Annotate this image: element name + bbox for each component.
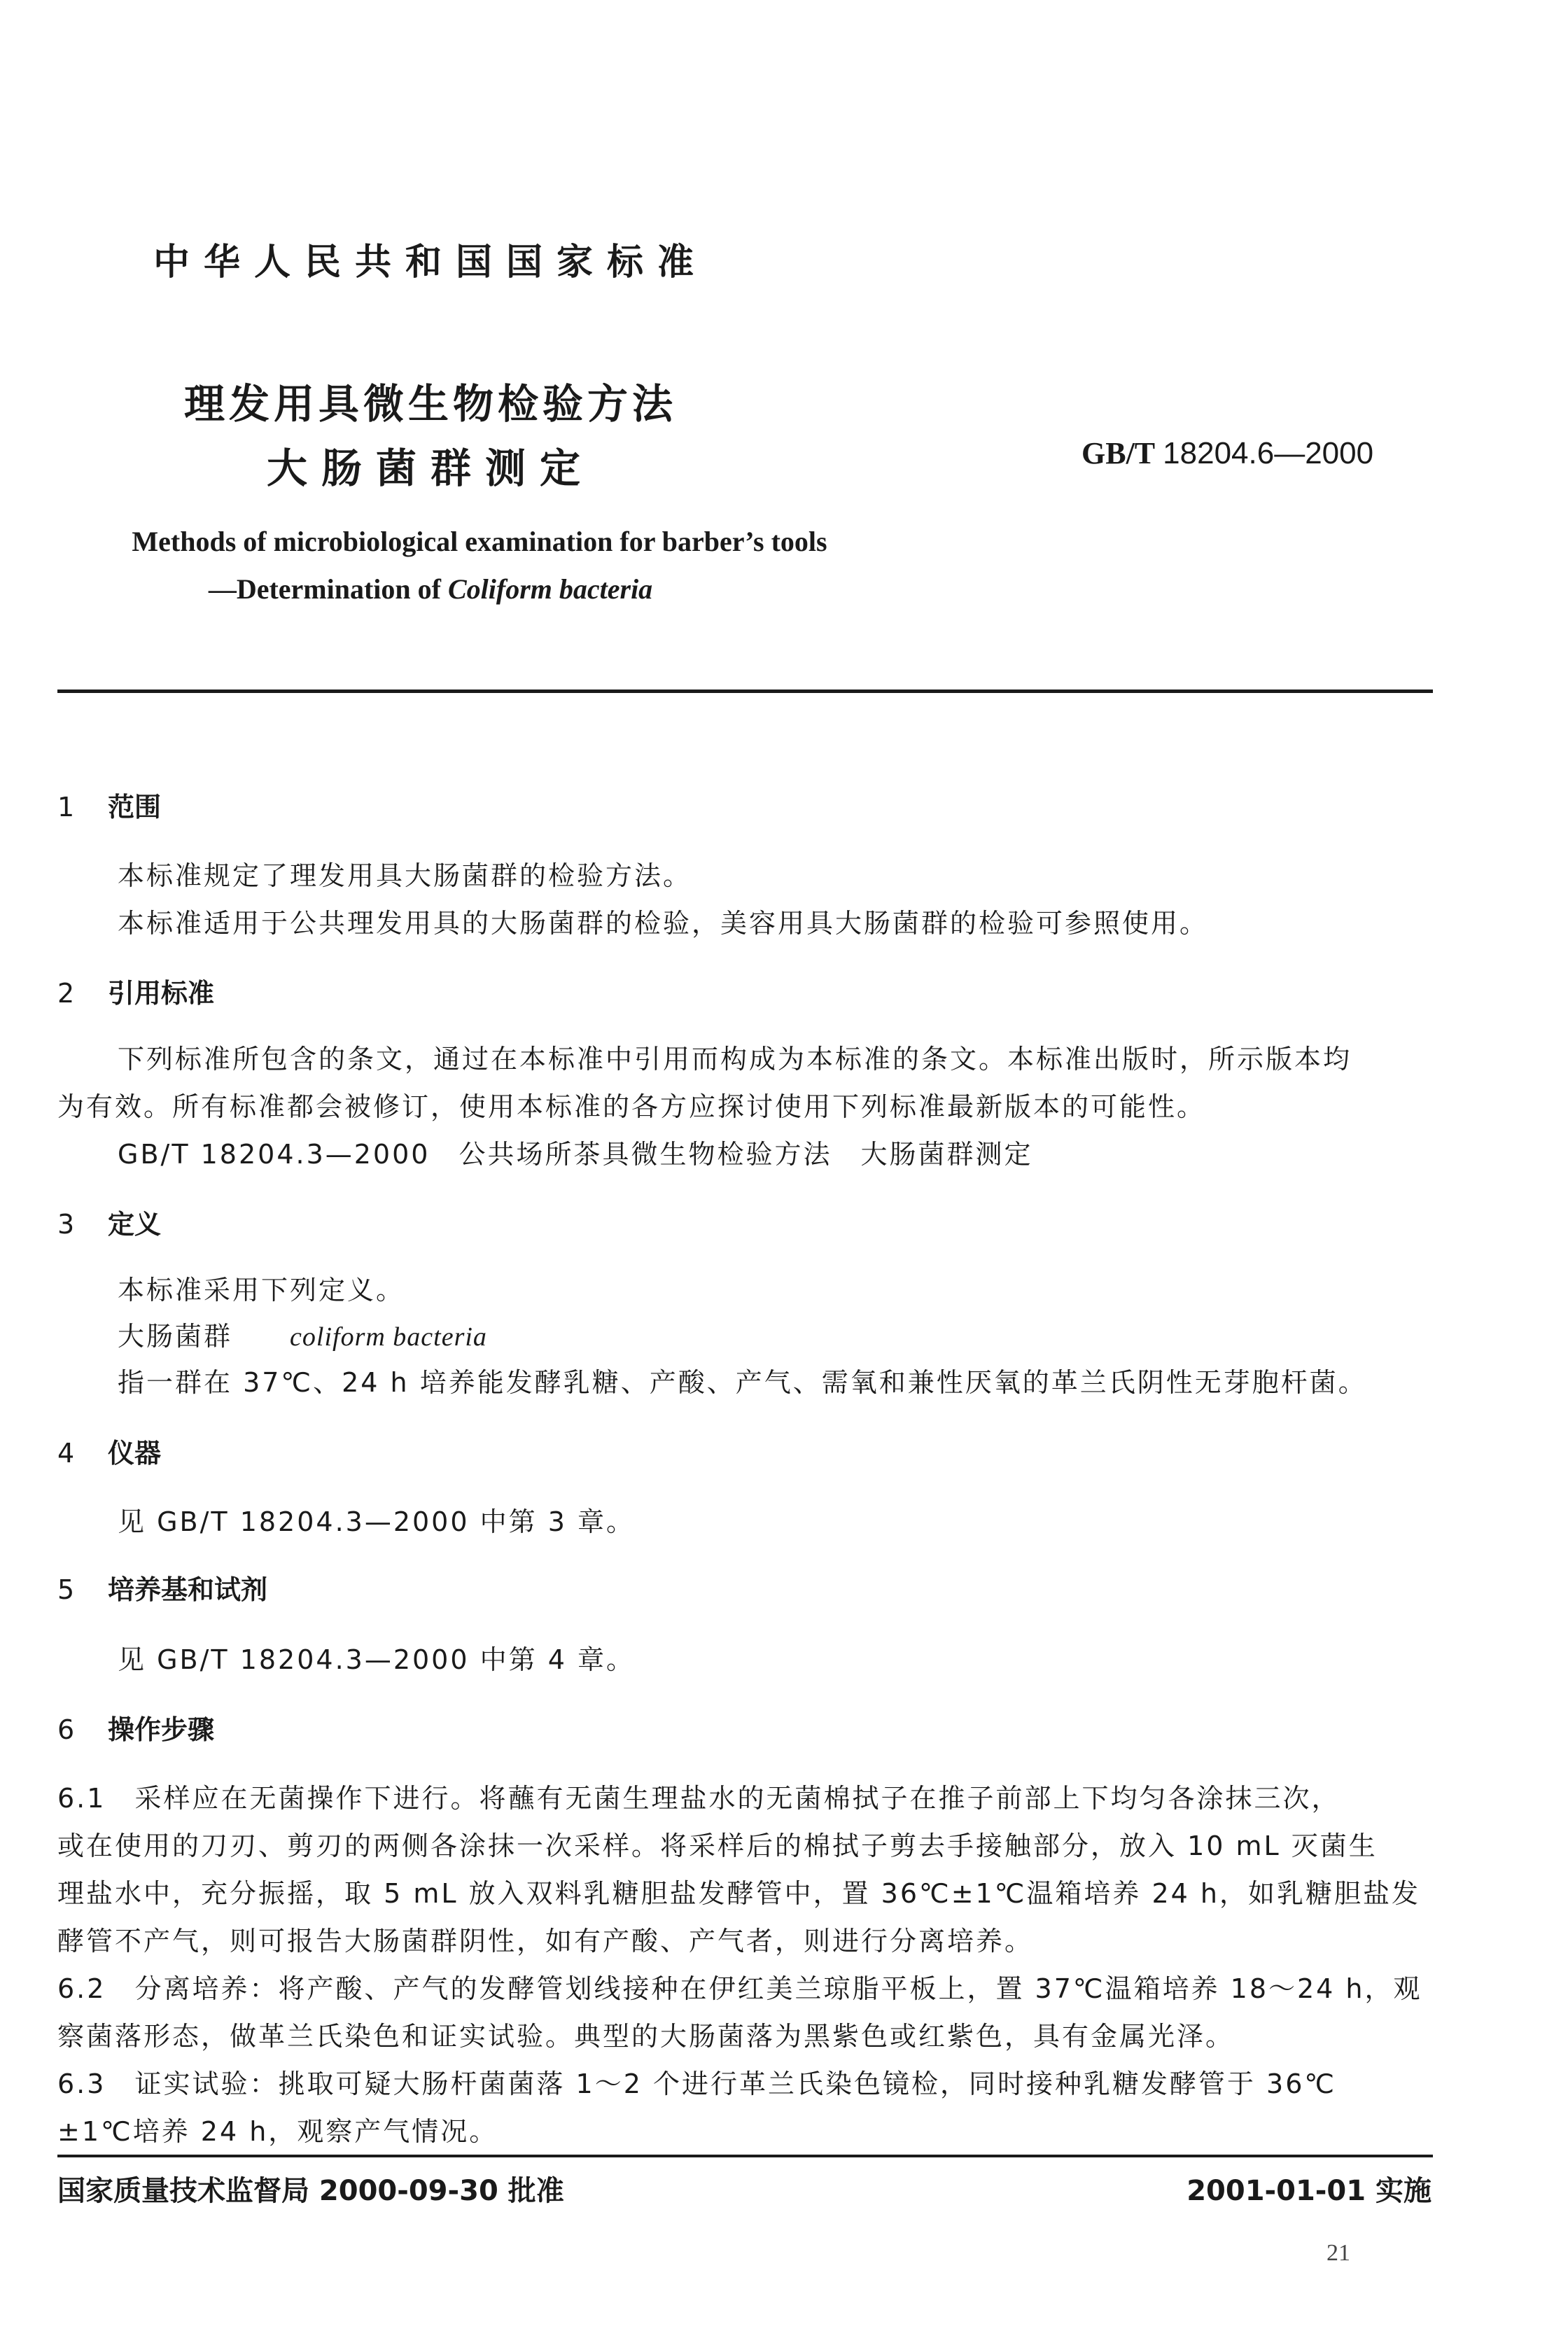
section-heading-3: 3 定义	[57, 1209, 162, 1240]
approval-date: 国家质量技术监督局 2000-09-30 批准	[57, 2175, 564, 2207]
clause-number: 6.3	[57, 2068, 106, 2099]
term-zh: 大肠菌群	[118, 1321, 233, 1352]
clause-6-3: 6.3 证实试验：挑取可疑大肠杆菌菌落 1～2 个进行革兰氏染色镜检，同时接种乳糖发酵管于 36℃	[57, 2068, 1337, 2099]
page-number: 21	[1326, 2240, 1350, 2266]
paragraph: 本标准采用下列定义。	[118, 1275, 405, 1306]
paragraph: 本标准适用于公共理发用具的大肠菌群的检验，美容用具大肠菌群的检验可参照使用。	[118, 908, 1209, 939]
reference-standard: GB/T 18204.3—2000 公共场所茶具微生物检验方法 大肠菌群测定	[118, 1139, 1033, 1170]
section-heading-4: 4 仪器	[57, 1438, 162, 1469]
clause-6-1: 6.1 采样应在无菌操作下进行。将蘸有无菌生理盐水的无菌棉拭子在推子前部上下均匀各涂抹三次，	[57, 1783, 1340, 1814]
document-title-line1: 理发用具微生物检验方法	[183, 380, 677, 428]
paragraph: 酵管不产气，则可报告大肠菌群阴性，如有产酸、产气者，则进行分离培养。	[57, 1926, 1034, 1956]
paragraph: 本标准规定了理发用具大肠菌群的检验方法。	[118, 860, 692, 891]
section-heading-6: 6 操作步骤	[57, 1714, 215, 1745]
english-title-prefix: —Determination of	[208, 573, 448, 605]
clause-number: 6.1	[57, 1783, 106, 1814]
english-title-line1: Methods of microbiological examination for barber’s tools	[132, 526, 827, 557]
effective-date: 2001-01-01 实施	[1186, 2175, 1432, 2207]
paragraph: 下列标准所包含的条文，通过在本标准中引用而构成为本标准的条文。本标准出版时，所示版本均	[118, 1044, 1352, 1074]
clause-6-2: 6.2 分离培养：将产酸、产气的发酵管划线接种在伊红美兰琼脂平板上，置 37℃温箱培养 18～24 h，观	[57, 1973, 1422, 2004]
paragraph: 或在使用的刀刃、剪刃的两侧各涂抹一次采样。将采样后的棉拭子剪去手接触部分，放入 10 mL 灭菌生	[57, 1830, 1378, 1861]
header-divider	[57, 690, 1433, 693]
standard-number-prefix: GB/T	[1082, 436, 1156, 470]
paragraph: 指一群在 37℃、24 h 培养能发酵乳糖、产酸、产气、需氧和兼性厌氧的革兰氏阴性无芽胞杆菌。	[118, 1367, 1367, 1398]
standard-number-value: 18204.6—2000	[1163, 436, 1374, 470]
english-title-line2	[0, 573, 861, 606]
document-title-line2: 大肠菌群测定	[266, 444, 594, 492]
paragraph: 为有效。所有标准都会被修订，使用本标准的各方应探讨使用下列标准最新版本的可能性。	[57, 1091, 1206, 1122]
term-definition	[118, 1315, 487, 1353]
section-heading-2: 2 引用标准	[57, 978, 215, 1009]
paragraph: 理盐水中，充分振摇，取 5 mL 放入双料乳糖胆盐发酵管中，置 36℃±1℃温箱培养 24 h，如乳糖胆盐发	[57, 1878, 1421, 1909]
clause-number: 6.2	[57, 1973, 106, 2004]
paragraph: 见 GB/T 18204.3—2000 中第 4 章。	[118, 1644, 635, 1675]
paragraph: ±1℃培养 24 h，观察产气情况。	[57, 2116, 498, 2147]
national-standard-header: 中华人民共和国国家标准	[153, 241, 708, 284]
paragraph: 察菌落形态，做革兰氏染色和证实试验。典型的大肠菌落为黑紫色或红紫色，具有金属光泽。	[57, 2021, 1235, 2052]
standard-number	[1082, 435, 1373, 471]
english-title-italic: Coliform bacteria	[447, 573, 653, 605]
term-en: coliform bacteria	[290, 1322, 487, 1352]
paragraph: 见 GB/T 18204.3—2000 中第 3 章。	[118, 1506, 635, 1537]
footer-divider	[57, 2155, 1433, 2157]
section-heading-1: 1 范围	[57, 792, 162, 822]
section-heading-5: 5 培养基和试剂	[57, 1574, 268, 1605]
